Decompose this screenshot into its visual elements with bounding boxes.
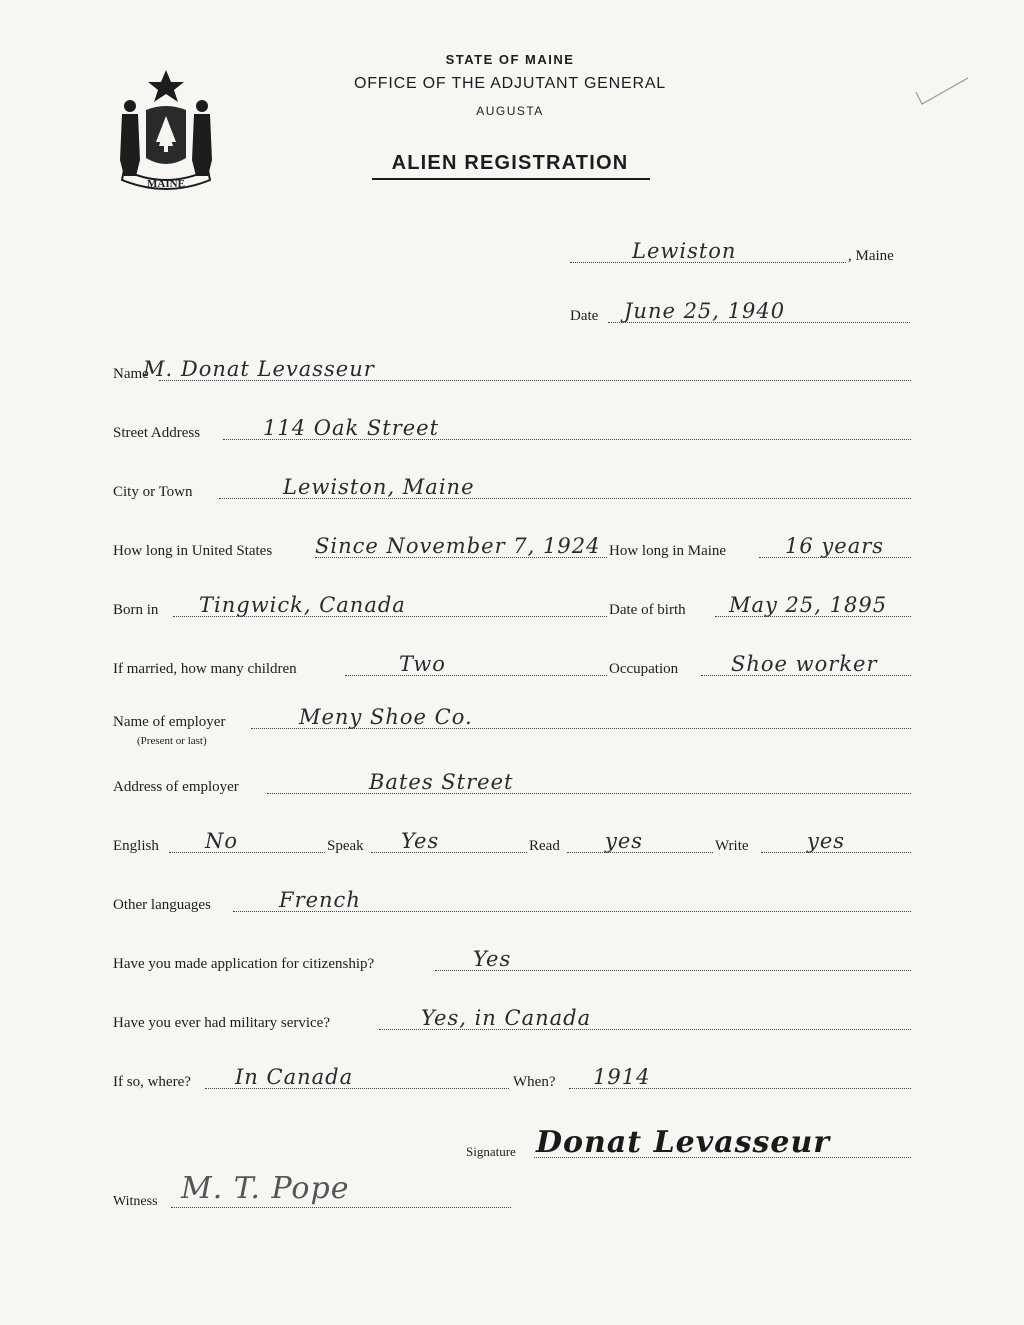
employer-address-label: Address of employer [113,779,239,795]
check-mark-icon [912,74,972,108]
witness-value: M. T. Pope [181,1171,350,1206]
children-label: If married, how many children [113,661,297,677]
title-underline [372,178,650,180]
citizenship-value: Yes [473,947,512,971]
how-long-us-value: Since November 7, 1924 [315,534,601,558]
born-in-value: Tingwick, Canada [199,593,406,617]
other-languages-value: French [279,888,361,912]
employer-row [113,705,911,747]
children-value: Two [399,652,446,676]
military-label: Have you ever had military service? [113,1015,330,1031]
name-value: M. Donat Levasseur [143,357,375,381]
citizenship-label: Have you made application for citizenship? [113,956,375,972]
place-row [570,237,912,267]
seal-text: MAINE [147,178,185,190]
birth-row [113,591,911,621]
write-value: yes [807,829,846,853]
when-label: When? [513,1074,556,1090]
employer-address-row [113,768,911,798]
speak-label: Speak [327,838,364,854]
witness-label: Witness [113,1194,158,1209]
other-languages-row [113,886,911,916]
employer-sublabel: (Present or last) [137,735,207,747]
signature-row [466,1122,911,1162]
name-row [113,355,911,385]
occupation-value: Shoe worker [731,652,878,676]
how-long-maine-label: How long in Maine [609,543,727,559]
name-label: Name [113,366,149,382]
where-label: If so, where? [113,1074,191,1090]
occupation-label: Occupation [609,661,679,677]
children-occupation-row [113,650,911,680]
maine-state-seal-icon [110,66,222,196]
english-value: No [205,829,239,853]
residence-row [113,532,911,562]
where-value: In Canada [235,1065,354,1089]
state-heading: STATE OF MAINE [445,52,575,67]
office-heading: OFFICE OF THE ADJUTANT GENERAL [353,75,667,92]
english-row [113,827,911,857]
city-label: City or Town [113,484,193,500]
employer-address-value: Bates Street [369,770,514,794]
signature-value: Donat Levasseur [536,1125,831,1160]
read-value: yes [605,829,644,853]
military-row [113,1004,911,1034]
employer-value: Meny Shoe Co. [299,705,473,729]
city-value: Lewiston, Maine [283,475,475,499]
city-row [113,473,911,503]
write-label: Write [715,838,749,854]
place-suffix: , Maine [848,248,894,264]
other-languages-label: Other languages [113,897,211,913]
city-heading: AUGUSTA [476,104,544,118]
date-of-birth-label: Date of birth [609,602,686,618]
how-long-us-label: How long in United States [113,543,273,559]
english-label: English [113,838,159,854]
employer-label: Name of employer [113,714,226,730]
military-value: Yes, in Canada [421,1006,592,1030]
date-value: June 25, 1940 [624,299,786,323]
date-row [570,297,912,327]
date-of-birth-value: May 25, 1895 [729,593,888,617]
service-detail-row [113,1063,911,1093]
form-title: ALIEN REGISTRATION [391,152,629,174]
signature-label: Signature [466,1144,516,1159]
citizenship-row [113,945,911,975]
date-label: Date [570,308,599,324]
speak-value: Yes [401,829,440,853]
street-address-row [113,414,911,444]
witness-row [113,1172,511,1212]
how-long-maine-value: 16 years [785,534,885,558]
street-address-label: Street Address [113,425,201,441]
born-in-label: Born in [113,602,159,618]
place-value: Lewiston [632,239,737,263]
street-address-value: 114 Oak Street [263,416,440,440]
when-value: 1914 [593,1065,651,1089]
read-label: Read [529,838,560,854]
